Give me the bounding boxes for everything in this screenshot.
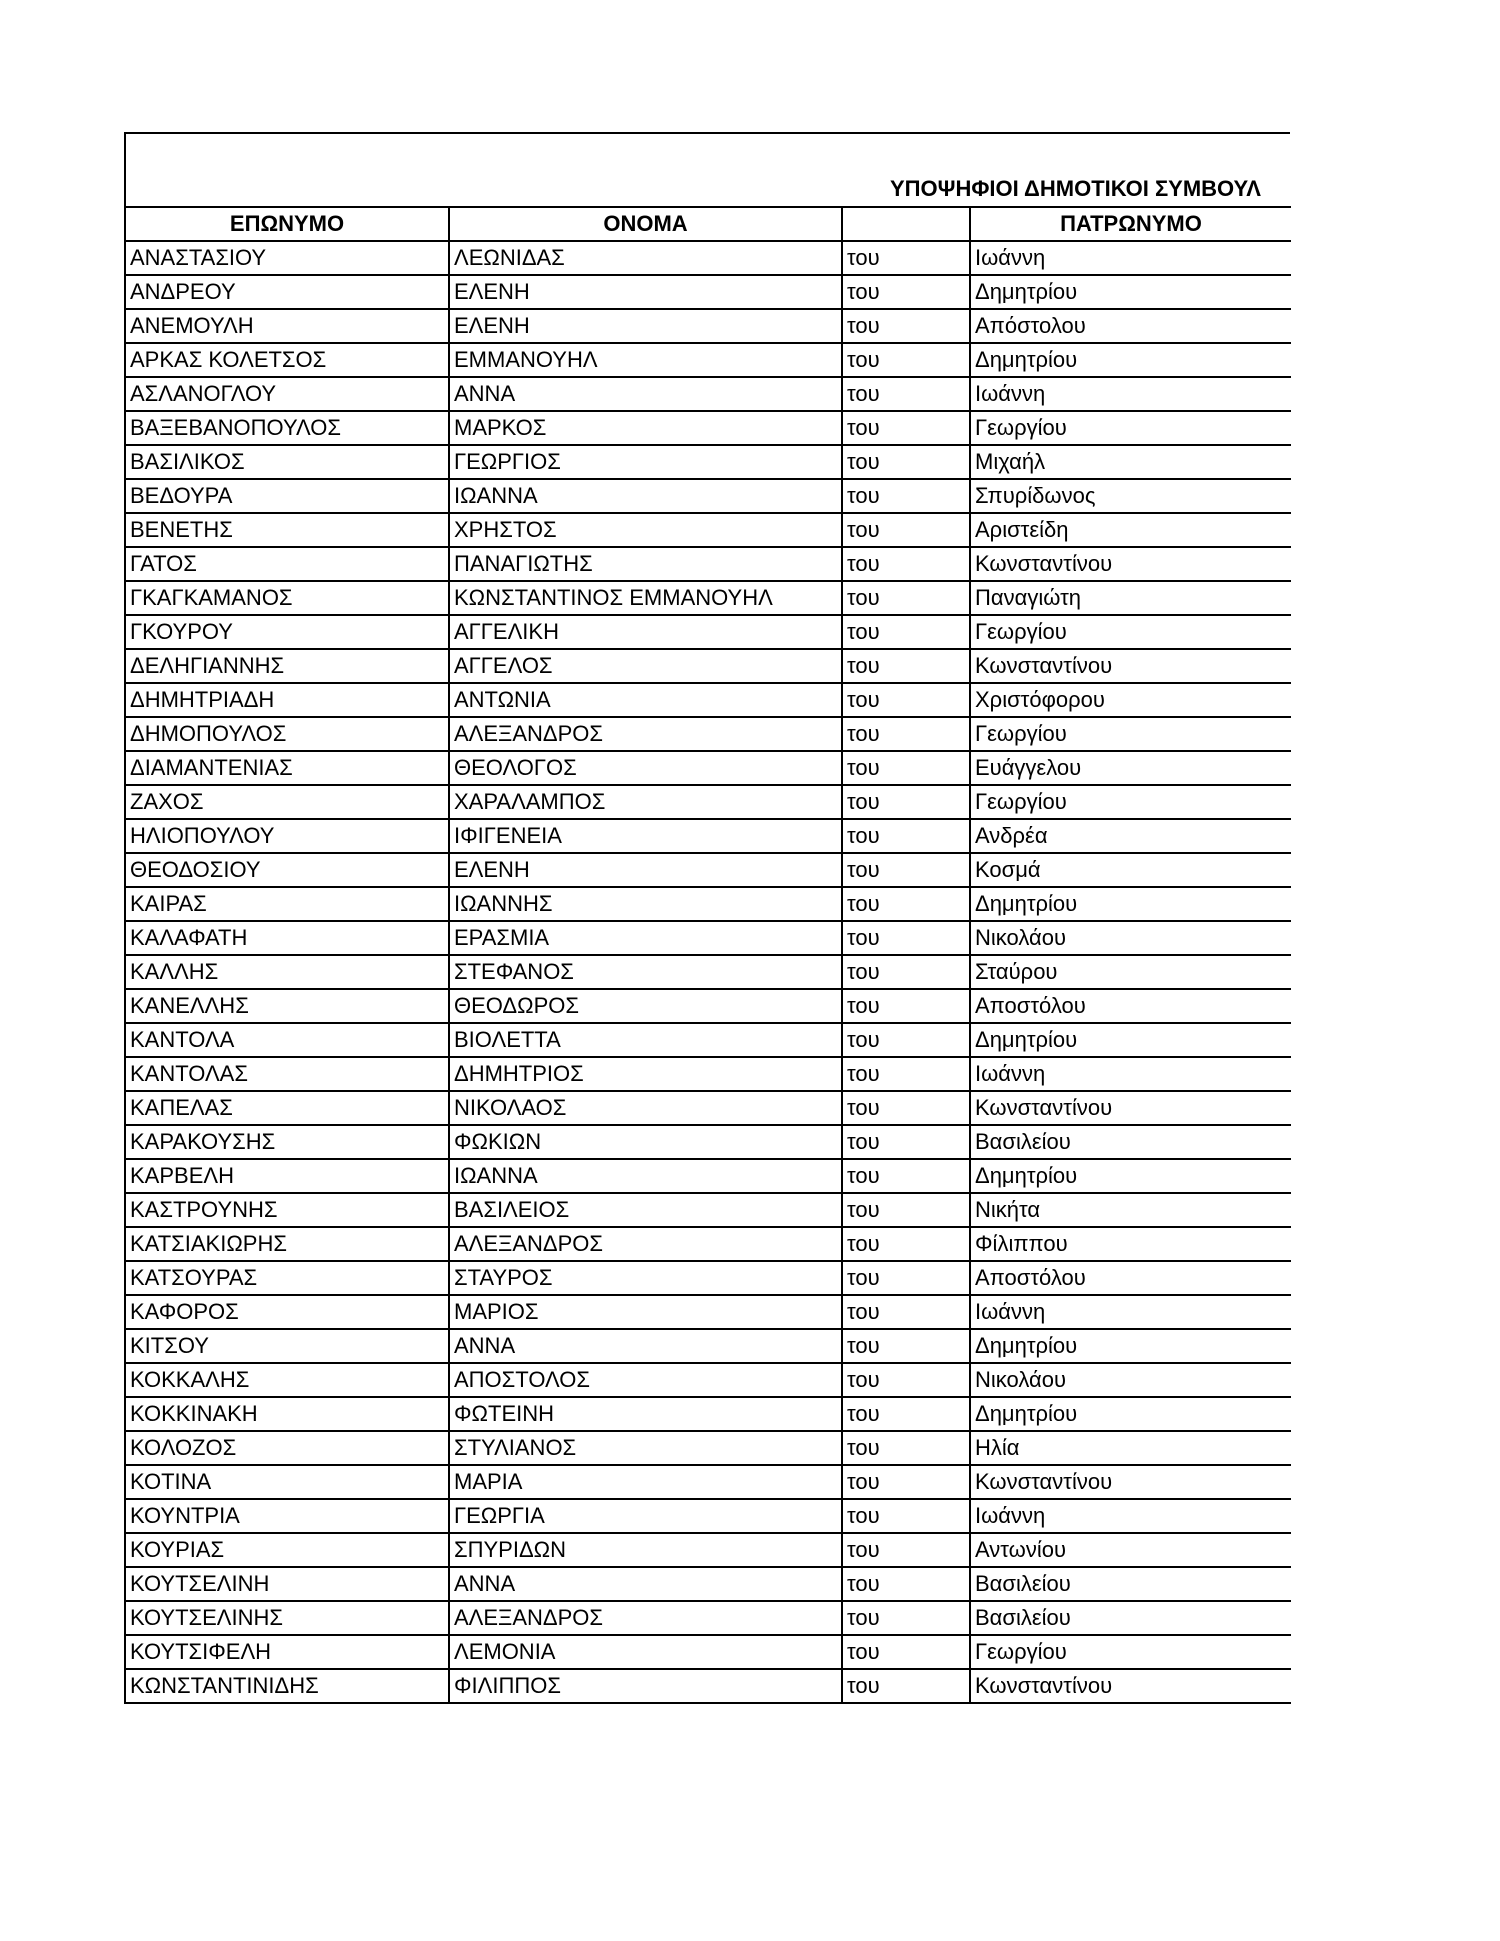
table-row bbox=[125, 445, 1291, 479]
tou-cell: του bbox=[842, 853, 970, 887]
tou-cell: του bbox=[842, 241, 970, 275]
name-cell: ΦΙΛΙΠΠΟΣ bbox=[449, 1669, 842, 1703]
tou-cell: του bbox=[842, 615, 970, 649]
surname-cell: ΚΟΥΤΣΕΛΙΝΗΣ bbox=[125, 1601, 449, 1635]
table-row bbox=[125, 1261, 1291, 1295]
tou-cell: του bbox=[842, 1091, 970, 1125]
table-row bbox=[125, 377, 1291, 411]
surname-cell: ΚΑΝΤΟΛΑ bbox=[125, 1023, 449, 1057]
tou-cell: του bbox=[842, 921, 970, 955]
patronymic-cell: Ευάγγελου bbox=[970, 751, 1291, 785]
tou-cell: του bbox=[842, 1125, 970, 1159]
tou-cell: του bbox=[842, 649, 970, 683]
patronymic-cell: Νικήτα bbox=[970, 1193, 1291, 1227]
tou-cell: του bbox=[842, 785, 970, 819]
table-row bbox=[125, 1635, 1291, 1669]
patronymic-cell: Γεωργίου bbox=[970, 615, 1291, 649]
tou-cell: του bbox=[842, 683, 970, 717]
tou-cell: του bbox=[842, 513, 970, 547]
surname-cell: ΚΟΥΤΣΕΛΙΝΗ bbox=[125, 1567, 449, 1601]
table-row bbox=[125, 819, 1291, 853]
tou-cell: του bbox=[842, 1295, 970, 1329]
surname-cell: ΚΑΙΡΑΣ bbox=[125, 887, 449, 921]
table-row bbox=[125, 309, 1291, 343]
tou-cell: του bbox=[842, 717, 970, 751]
name-cell: ΜΑΡΙΟΣ bbox=[449, 1295, 842, 1329]
surname-cell: ΗΛΙΟΠΟΥΛΟΥ bbox=[125, 819, 449, 853]
candidates-sheet bbox=[124, 132, 1290, 1704]
tou-cell: του bbox=[842, 955, 970, 989]
patronymic-cell: Κωνσταντίνου bbox=[970, 1669, 1291, 1703]
patronymic-cell: Φίλιππου bbox=[970, 1227, 1291, 1261]
surname-cell: ΖΑΧΟΣ bbox=[125, 785, 449, 819]
table-row bbox=[125, 853, 1291, 887]
patronymic-cell: Βασιλείου bbox=[970, 1567, 1291, 1601]
name-cell: ΕΡΑΣΜΙΑ bbox=[449, 921, 842, 955]
table-row bbox=[125, 751, 1291, 785]
patronymic-cell: Νικολάου bbox=[970, 1363, 1291, 1397]
header-blank bbox=[842, 207, 970, 241]
name-cell: ΚΩΝΣΤΑΝΤΙΝΟΣ ΕΜΜΑΝΟΥΗΛ bbox=[449, 581, 842, 615]
patronymic-cell: Ιωάννη bbox=[970, 377, 1291, 411]
header-surname: ΕΠΩΝΥΜΟ bbox=[125, 207, 449, 241]
patronymic-cell: Χριστόφορου bbox=[970, 683, 1291, 717]
name-cell: ΙΩΑΝΝΑ bbox=[449, 479, 842, 513]
patronymic-cell: Γεωργίου bbox=[970, 785, 1291, 819]
name-cell: ΑΝΤΩΝΙΑ bbox=[449, 683, 842, 717]
patronymic-cell: Ιωάννη bbox=[970, 1295, 1291, 1329]
patronymic-cell: Ιωάννη bbox=[970, 1499, 1291, 1533]
table-row bbox=[125, 785, 1291, 819]
patronymic-cell: Απόστολου bbox=[970, 309, 1291, 343]
surname-cell: ΚΟΛΟΖΟΣ bbox=[125, 1431, 449, 1465]
table-row bbox=[125, 1567, 1291, 1601]
name-cell: ΕΜΜΑΝΟΥΗΛ bbox=[449, 343, 842, 377]
name-cell: ΙΦΙΓΕΝΕΙΑ bbox=[449, 819, 842, 853]
tou-cell: του bbox=[842, 819, 970, 853]
name-cell: ΘΕΟΛΟΓΟΣ bbox=[449, 751, 842, 785]
patronymic-cell: Ιωάννη bbox=[970, 1057, 1291, 1091]
surname-cell: ΚΑΠΕΛΑΣ bbox=[125, 1091, 449, 1125]
name-cell: ΜΑΡΚΟΣ bbox=[449, 411, 842, 445]
table-row bbox=[125, 717, 1291, 751]
surname-cell: ΚΟΥΝΤΡΙΑ bbox=[125, 1499, 449, 1533]
tou-cell: του bbox=[842, 479, 970, 513]
tou-cell: του bbox=[842, 581, 970, 615]
patronymic-cell: Δημητρίου bbox=[970, 1023, 1291, 1057]
table-row bbox=[125, 1227, 1291, 1261]
surname-cell: ΔΗΜΗΤΡΙΑΔΗ bbox=[125, 683, 449, 717]
patronymic-cell: Γεωργίου bbox=[970, 1635, 1291, 1669]
tou-cell: του bbox=[842, 1023, 970, 1057]
table-row bbox=[125, 1295, 1291, 1329]
surname-cell: ΘΕΟΔΟΣΙΟΥ bbox=[125, 853, 449, 887]
table-row bbox=[125, 1125, 1291, 1159]
table-row bbox=[125, 547, 1291, 581]
patronymic-cell: Ανδρέα bbox=[970, 819, 1291, 853]
surname-cell: ΚΑΣΤΡΟΥΝΗΣ bbox=[125, 1193, 449, 1227]
patronymic-cell: Μιχαήλ bbox=[970, 445, 1291, 479]
table-row bbox=[125, 989, 1291, 1023]
table-row bbox=[125, 513, 1291, 547]
surname-cell: ΚΟΚΚΙΝΑΚΗ bbox=[125, 1397, 449, 1431]
patronymic-cell: Βασιλείου bbox=[970, 1125, 1291, 1159]
surname-cell: ΑΝΕΜΟΥΛΗ bbox=[125, 309, 449, 343]
name-cell: ΜΑΡΙΑ bbox=[449, 1465, 842, 1499]
table-row bbox=[125, 683, 1291, 717]
name-cell: ΧΡΗΣΤΟΣ bbox=[449, 513, 842, 547]
table-row bbox=[125, 1397, 1291, 1431]
table-row bbox=[125, 1193, 1291, 1227]
tou-cell: του bbox=[842, 547, 970, 581]
patronymic-cell: Αποστόλου bbox=[970, 1261, 1291, 1295]
surname-cell: ΚΑΝΕΛΛΗΣ bbox=[125, 989, 449, 1023]
tou-cell: του bbox=[842, 1533, 970, 1567]
name-cell: ΣΤΥΛΙΑΝΟΣ bbox=[449, 1431, 842, 1465]
name-cell: ΛΕΩΝΙΔΑΣ bbox=[449, 241, 842, 275]
tou-cell: του bbox=[842, 1227, 970, 1261]
surname-cell: ΓΚΑΓΚΑΜΑΝΟΣ bbox=[125, 581, 449, 615]
name-cell: ΑΝΝΑ bbox=[449, 1329, 842, 1363]
patronymic-cell: Γεωργίου bbox=[970, 717, 1291, 751]
table-row bbox=[125, 649, 1291, 683]
name-cell: ΑΝΝΑ bbox=[449, 1567, 842, 1601]
name-cell: ΓΕΩΡΓΙΟΣ bbox=[449, 445, 842, 479]
tou-cell: του bbox=[842, 751, 970, 785]
tou-cell: του bbox=[842, 445, 970, 479]
surname-cell: ΚΑΝΤΟΛΑΣ bbox=[125, 1057, 449, 1091]
name-cell: ΑΛΕΞΑΝΔΡΟΣ bbox=[449, 1601, 842, 1635]
name-cell: ΑΠΟΣΤΟΛΟΣ bbox=[449, 1363, 842, 1397]
name-cell: ΕΛΕΝΗ bbox=[449, 853, 842, 887]
tou-cell: του bbox=[842, 309, 970, 343]
surname-cell: ΑΡΚΑΣ ΚΟΛΕΤΣΟΣ bbox=[125, 343, 449, 377]
name-cell: ΓΕΩΡΓΙΑ bbox=[449, 1499, 842, 1533]
patronymic-cell: Παναγιώτη bbox=[970, 581, 1291, 615]
tou-cell: του bbox=[842, 1635, 970, 1669]
tou-cell: του bbox=[842, 1159, 970, 1193]
name-cell: ΧΑΡΑΛΑΜΠΟΣ bbox=[449, 785, 842, 819]
header-patronymic: ΠΑΤΡΩΝΥΜΟ bbox=[970, 207, 1291, 241]
name-cell: ΙΩΑΝΝΗΣ bbox=[449, 887, 842, 921]
table-row bbox=[125, 1363, 1291, 1397]
name-cell: ΛΕΜΟΝΙΑ bbox=[449, 1635, 842, 1669]
tou-cell: του bbox=[842, 1057, 970, 1091]
patronymic-cell: Αντωνίου bbox=[970, 1533, 1291, 1567]
table-row bbox=[125, 1057, 1291, 1091]
table-row bbox=[125, 1431, 1291, 1465]
patronymic-cell: Νικολάου bbox=[970, 921, 1291, 955]
name-cell: ΑΝΝΑ bbox=[449, 377, 842, 411]
tou-cell: του bbox=[842, 1193, 970, 1227]
name-cell: ΑΛΕΞΑΝΔΡΟΣ bbox=[449, 1227, 842, 1261]
name-cell: ΣΤΑΥΡΟΣ bbox=[449, 1261, 842, 1295]
patronymic-cell: Σταύρου bbox=[970, 955, 1291, 989]
name-cell: ΑΓΓΕΛΟΣ bbox=[449, 649, 842, 683]
patronymic-cell: Κωνσταντίνου bbox=[970, 547, 1291, 581]
surname-cell: ΚΑΤΣΙΑΚΙΩΡΗΣ bbox=[125, 1227, 449, 1261]
name-cell: ΠΑΝΑΓΙΩΤΗΣ bbox=[449, 547, 842, 581]
surname-cell: ΚΟΥΡΙΑΣ bbox=[125, 1533, 449, 1567]
surname-cell: ΚΑΛΛΗΣ bbox=[125, 955, 449, 989]
surname-cell: ΒΑΞΕΒΑΝΟΠΟΥΛΟΣ bbox=[125, 411, 449, 445]
surname-cell: ΚΩΝΣΤΑΝΤΙΝΙΔΗΣ bbox=[125, 1669, 449, 1703]
surname-cell: ΚΑΤΣΟΥΡΑΣ bbox=[125, 1261, 449, 1295]
name-cell: ΑΛΕΞΑΝΔΡΟΣ bbox=[449, 717, 842, 751]
surname-cell: ΚΑΛΑΦΑΤΗ bbox=[125, 921, 449, 955]
tou-cell: του bbox=[842, 1669, 970, 1703]
table-row bbox=[125, 615, 1291, 649]
tou-cell: του bbox=[842, 1465, 970, 1499]
table-body bbox=[125, 241, 1291, 1703]
surname-cell: ΚΟΚΚΑΛΗΣ bbox=[125, 1363, 449, 1397]
name-cell: ΘΕΟΔΩΡΟΣ bbox=[449, 989, 842, 1023]
surname-cell: ΔΙΑΜΑΝΤΕΝΙΑΣ bbox=[125, 751, 449, 785]
tou-cell: του bbox=[842, 989, 970, 1023]
name-cell: ΔΗΜΗΤΡΙΟΣ bbox=[449, 1057, 842, 1091]
tou-cell: του bbox=[842, 1261, 970, 1295]
surname-cell: ΚΑΡΒΕΛΗ bbox=[125, 1159, 449, 1193]
table-row bbox=[125, 1601, 1291, 1635]
name-cell: ΙΩΑΝΝΑ bbox=[449, 1159, 842, 1193]
patronymic-cell: Δημητρίου bbox=[970, 343, 1291, 377]
surname-cell: ΑΣΛΑΝΟΓΛΟΥ bbox=[125, 377, 449, 411]
patronymic-cell: Δημητρίου bbox=[970, 1329, 1291, 1363]
patronymic-cell: Δημητρίου bbox=[970, 1397, 1291, 1431]
surname-cell: ΓΚΟΥΡΟΥ bbox=[125, 615, 449, 649]
patronymic-cell: Κωνσταντίνου bbox=[970, 649, 1291, 683]
table-row bbox=[125, 1023, 1291, 1057]
surname-cell: ΒΕΝΕΤΗΣ bbox=[125, 513, 449, 547]
tou-cell: του bbox=[842, 887, 970, 921]
surname-cell: ΓΑΤΟΣ bbox=[125, 547, 449, 581]
table-row bbox=[125, 921, 1291, 955]
patronymic-cell: Κωνσταντίνου bbox=[970, 1091, 1291, 1125]
tou-cell: του bbox=[842, 1567, 970, 1601]
patronymic-cell: Δημητρίου bbox=[970, 887, 1291, 921]
patronymic-cell: Κωνσταντίνου bbox=[970, 1465, 1291, 1499]
surname-cell: ΒΕΔΟΥΡΑ bbox=[125, 479, 449, 513]
surname-cell: ΔΕΛΗΓΙΑΝΝΗΣ bbox=[125, 649, 449, 683]
name-cell: ΣΤΕΦΑΝΟΣ bbox=[449, 955, 842, 989]
patronymic-cell: Δημητρίου bbox=[970, 275, 1291, 309]
surname-cell: ΚΟΤΙΝΑ bbox=[125, 1465, 449, 1499]
surname-cell: ΒΑΣΙΛΙΚΟΣ bbox=[125, 445, 449, 479]
table-row bbox=[125, 275, 1291, 309]
patronymic-cell: Αριστείδη bbox=[970, 513, 1291, 547]
table-row bbox=[125, 1465, 1291, 1499]
table-row bbox=[125, 955, 1291, 989]
name-cell: ΦΩΚΙΩΝ bbox=[449, 1125, 842, 1159]
patronymic-cell: Γεωργίου bbox=[970, 411, 1291, 445]
table-row bbox=[125, 479, 1291, 513]
patronymic-cell: Σπυρίδωνος bbox=[970, 479, 1291, 513]
tou-cell: του bbox=[842, 275, 970, 309]
patronymic-cell: Δημητρίου bbox=[970, 1159, 1291, 1193]
table-row bbox=[125, 1533, 1291, 1567]
surname-cell: ΚΑΦΟΡΟΣ bbox=[125, 1295, 449, 1329]
table-row bbox=[125, 1091, 1291, 1125]
tou-cell: του bbox=[842, 1363, 970, 1397]
name-cell: ΒΑΣΙΛΕΙΟΣ bbox=[449, 1193, 842, 1227]
tou-cell: του bbox=[842, 411, 970, 445]
header-row bbox=[125, 207, 1291, 241]
patronymic-cell: Ιωάννη bbox=[970, 241, 1291, 275]
tou-cell: του bbox=[842, 1499, 970, 1533]
table-row bbox=[125, 1159, 1291, 1193]
header-name: ΟΝΟΜΑ bbox=[449, 207, 842, 241]
candidates-table bbox=[124, 206, 1291, 1704]
table-row bbox=[125, 581, 1291, 615]
surname-cell: ΚΟΥΤΣΙΦΕΛΗ bbox=[125, 1635, 449, 1669]
table-row bbox=[125, 1329, 1291, 1363]
surname-cell: ΑΝΔΡΕΟΥ bbox=[125, 275, 449, 309]
surname-cell: ΔΗΜΟΠΟΥΛΟΣ bbox=[125, 717, 449, 751]
name-cell: ΕΛΕΝΗ bbox=[449, 275, 842, 309]
name-cell: ΒΙΟΛΕΤΤΑ bbox=[449, 1023, 842, 1057]
document-title: ΥΠΟΨΗΦΙΟΙ ΔΗΜΟΤΙΚΟΙ ΣΥΜΒΟΥΛ bbox=[890, 176, 1261, 201]
table-row bbox=[125, 411, 1291, 445]
tou-cell: του bbox=[842, 1431, 970, 1465]
name-cell: ΦΩΤΕΙΝΗ bbox=[449, 1397, 842, 1431]
tou-cell: του bbox=[842, 377, 970, 411]
patronymic-cell: Βασιλείου bbox=[970, 1601, 1291, 1635]
surname-cell: ΚΙΤΣΟΥ bbox=[125, 1329, 449, 1363]
name-cell: ΑΓΓΕΛΙΚΗ bbox=[449, 615, 842, 649]
table-row bbox=[125, 1669, 1291, 1703]
table-row bbox=[125, 343, 1291, 377]
name-cell: ΣΠΥΡΙΔΩΝ bbox=[449, 1533, 842, 1567]
surname-cell: ΚΑΡΑΚΟΥΣΗΣ bbox=[125, 1125, 449, 1159]
table-row bbox=[125, 887, 1291, 921]
table-row bbox=[125, 1499, 1291, 1533]
surname-cell: ΑΝΑΣΤΑΣΙΟΥ bbox=[125, 241, 449, 275]
table-row bbox=[125, 241, 1291, 275]
name-cell: ΕΛΕΝΗ bbox=[449, 309, 842, 343]
tou-cell: του bbox=[842, 1601, 970, 1635]
tou-cell: του bbox=[842, 1397, 970, 1431]
title-block bbox=[124, 132, 1290, 206]
patronymic-cell: Αποστόλου bbox=[970, 989, 1291, 1023]
tou-cell: του bbox=[842, 343, 970, 377]
patronymic-cell: Κοσμά bbox=[970, 853, 1291, 887]
patronymic-cell: Ηλία bbox=[970, 1431, 1291, 1465]
tou-cell: του bbox=[842, 1329, 970, 1363]
name-cell: ΝΙΚΟΛΑΟΣ bbox=[449, 1091, 842, 1125]
